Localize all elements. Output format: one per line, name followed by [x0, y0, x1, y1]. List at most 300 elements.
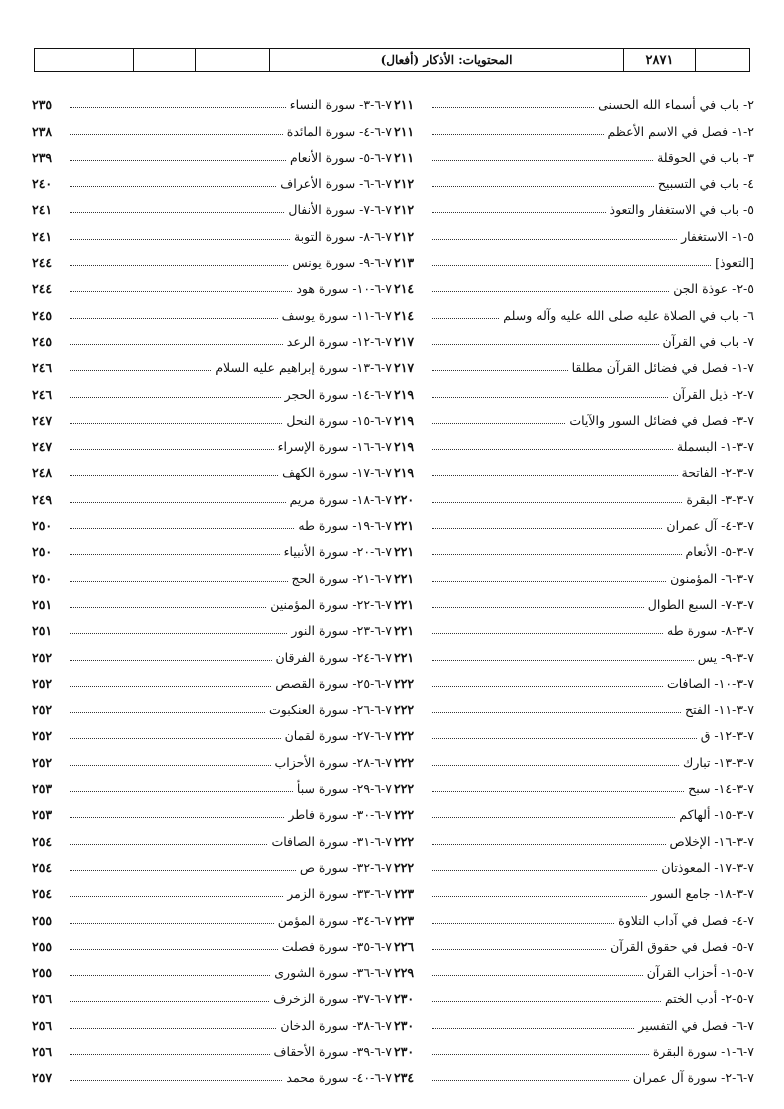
toc-entry: [394, 244, 754, 270]
toc-entry-page: ٢٢٦: [394, 938, 415, 954]
dot-leader: [70, 738, 281, 739]
dot-leader: [432, 528, 662, 529]
toc-entry-page: ٢٢٣: [394, 912, 415, 928]
dot-leader: [70, 449, 274, 450]
toc-entry-label: [التعوذ]: [715, 255, 754, 271]
header-cell-blank: [695, 49, 749, 71]
toc-entry-label: ٥- باب في الاستغفار والتعوذ: [609, 202, 754, 218]
dot-leader: [432, 134, 604, 135]
toc-entry-page: ٢٢١: [394, 623, 415, 639]
toc-entry: [394, 139, 754, 165]
toc-entry-label: ٧-٣-٣- البقرة: [686, 491, 754, 507]
dot-leader: [70, 344, 283, 345]
toc-entry-page: ٢٤٩: [32, 491, 53, 507]
header-title: المحتويات: الأذكار (أفعال): [269, 49, 623, 71]
toc-entry-label: ٧-٦-٣٠- سورة فاطر: [288, 807, 392, 823]
toc-entry-label: ٥-٢- عوذة الجن: [673, 281, 754, 297]
toc-entry-page: ٢٣٠: [394, 1043, 415, 1059]
toc-entry-label: ٧-٣-١٥- ألهاكم: [679, 807, 754, 823]
toc-entry-page: ٢٥٤: [32, 833, 53, 849]
toc-entry-label: ٧-٦-٢٥- سورة القصص: [275, 675, 392, 691]
toc-entry: [32, 139, 392, 165]
toc-entry-label: ٧-٦-١١- سورة يوسف: [281, 307, 392, 323]
toc-entry: [32, 270, 392, 296]
toc-entry: [394, 928, 754, 954]
toc-entry-page: ٢٣٤: [394, 1070, 415, 1086]
toc-entry-page: ٢٤١: [32, 202, 53, 218]
dot-leader: [432, 870, 657, 871]
toc-entry: [32, 480, 392, 506]
dot-leader: [432, 475, 678, 476]
toc-column-right: [394, 86, 754, 1085]
toc-entry: [394, 1033, 754, 1059]
dot-leader: [70, 660, 272, 661]
toc-entry-label: ٧-٦-٧- سورة الأنفال: [288, 202, 392, 218]
toc-entry-page: ٢٢٢: [394, 807, 415, 823]
dot-leader: [432, 844, 666, 845]
dot-leader: [70, 265, 288, 266]
toc-entry-label: ٧-٣-١٣- تبارك: [683, 754, 754, 770]
toc-entry: [32, 217, 392, 243]
toc-entry: [32, 296, 392, 322]
toc-entry: [394, 954, 754, 980]
toc-entry-page: ٢٢١: [394, 544, 415, 560]
toc-entry-page: ٢١٩: [394, 386, 415, 402]
toc-column-left: [32, 86, 392, 1085]
toc-entry: [394, 717, 754, 743]
toc-entry: [394, 1006, 754, 1032]
toc-entry-page: ٢٢٢: [394, 859, 415, 875]
toc-entry-page: ٢٣٠: [394, 1017, 415, 1033]
toc-entry: [394, 349, 754, 375]
toc-entry-label: ٧-٦-١٥- سورة النحل: [286, 412, 392, 428]
dot-leader: [70, 554, 280, 555]
toc-entry: [32, 375, 392, 401]
dot-leader: [70, 949, 278, 950]
toc-entry-page: ٢٥٧: [32, 1070, 53, 1086]
toc-entry: [394, 980, 754, 1006]
toc-entry: [32, 849, 392, 875]
toc-entry-page: ٢٥٤: [32, 886, 53, 902]
toc-entry-page: ٢٢٢: [394, 754, 415, 770]
toc-entry: [394, 533, 754, 559]
toc-entry-label: ٧-٦-٢٠- سورة الأنبياء: [283, 544, 392, 560]
toc-entry-label: ٧-٦-٢٣- سورة النور: [291, 623, 392, 639]
toc-entry-page: ٢٢٢: [394, 833, 415, 849]
toc-entry: [394, 86, 754, 112]
toc-entry-label: ٤- باب في التسبيح: [657, 176, 754, 192]
toc-entry-page: ٢٢١: [394, 596, 415, 612]
toc-entry: [394, 691, 754, 717]
dot-leader: [70, 712, 265, 713]
toc-entry-page: ٢١٤: [394, 281, 415, 297]
dot-leader: [432, 344, 659, 345]
toc-entry: [32, 928, 392, 954]
toc-entry-label: ٧-٤- فصل في آداب التلاوة: [618, 912, 754, 928]
dot-leader: [70, 134, 283, 135]
toc-entry-label: ٧-٦-٣٩- سورة الأحقاف: [273, 1043, 392, 1059]
toc-entry-label: ٧-٦-٤- سورة المائدة: [286, 123, 392, 139]
toc-entry-page: ٢٥٦: [32, 1017, 53, 1033]
toc-entry-label: ٧-١- فصل في فضائل القرآن مطلقا: [571, 360, 754, 376]
toc-entry-label: ٧-٣-٤- آل عمران: [666, 518, 754, 534]
toc-entry-page: ٢٥١: [32, 596, 53, 612]
toc-entry: [394, 612, 754, 638]
toc-entry-label: ٧-٦-٣- سورة النساء: [289, 97, 392, 113]
dot-leader: [70, 1054, 270, 1055]
toc-entry-page: ٢٥٥: [32, 912, 53, 928]
toc-entry-page: ٢٤٤: [32, 255, 53, 271]
toc-entry-label: ٦- باب في الصلاة عليه صلى الله عليه وآله وسلم: [503, 307, 754, 323]
dot-leader: [432, 791, 684, 792]
dot-leader: [70, 423, 282, 424]
toc-entry-label: ٢- باب في أسماء الله الحسنى: [598, 97, 754, 113]
dot-leader: [70, 844, 267, 845]
toc-entry-label: ٧-٣- فصل في فضائل السور والآيات: [569, 412, 754, 428]
toc-entry: [394, 849, 754, 875]
toc-entry-label: ٧-٦-٦- سورة الأعراف: [280, 176, 392, 192]
toc-entry-label: ٧-٦-٣٨- سورة الدخان: [280, 1017, 392, 1033]
toc-entry-label: ٧-٣-١- البسملة: [676, 439, 754, 455]
toc-entry-label: ٧-٦-٣٧- سورة الزخرف: [273, 991, 392, 1007]
toc-entry-page: ٢١١: [394, 149, 415, 165]
toc-entry: [394, 402, 754, 428]
dot-leader: [70, 817, 284, 818]
toc-entry-label: ٧-٣-١٧- المعوذتان: [661, 859, 754, 875]
toc-entry-label: ٧-٦-٢١- سورة الحج: [291, 570, 392, 586]
toc-entry-label: ٧-٢- ذيل القرآن: [672, 386, 754, 402]
toc-entry-page: ٢٥٥: [32, 965, 53, 981]
toc-entry: [394, 586, 754, 612]
toc-entry-page: ٢٥٤: [32, 859, 53, 875]
toc-entry-label: ٧-٣-١١- الفتح: [685, 702, 754, 718]
toc-entry: [32, 1059, 392, 1085]
toc-entry: [32, 1006, 392, 1032]
toc-entry: [32, 796, 392, 822]
toc-entry-label: ٧-٦-٣١- سورة الصافات: [271, 833, 392, 849]
dot-leader: [432, 554, 682, 555]
toc-entry-page: ٢١٣: [394, 255, 415, 271]
toc-entry: [394, 559, 754, 585]
toc-entry: [32, 402, 392, 428]
dot-leader: [70, 870, 296, 871]
toc-entry-page: ٢٢٢: [394, 675, 415, 691]
dot-leader: [70, 1080, 282, 1081]
toc-entry-page: ٢١٩: [394, 465, 415, 481]
toc-entry-page: ٢١٩: [394, 439, 415, 455]
toc-entry-page: ٢٥٦: [32, 1043, 53, 1059]
dot-leader: [70, 107, 286, 108]
toc-entry-label: ٧-٣-١٦- الإخلاص: [669, 833, 754, 849]
header-cell-blank: [133, 49, 195, 71]
toc-entry-page: ٢٤٥: [32, 307, 53, 323]
toc-entry: [32, 86, 392, 112]
toc-entry: [32, 1033, 392, 1059]
toc-entry-page: ٢٥٠: [32, 544, 53, 560]
toc-entry-page: ٢١٤: [394, 307, 415, 323]
dot-leader: [70, 633, 287, 634]
toc-entry-page: ٢٥٢: [32, 754, 53, 770]
toc-entry: [394, 796, 754, 822]
dot-leader: [70, 686, 271, 687]
toc-entry: [394, 217, 754, 243]
toc-entry-label: ٧-٣-٧- السبع الطوال: [647, 596, 754, 612]
toc-entry-label: ٧-٦-١٧- سورة الكهف: [282, 465, 392, 481]
toc-entry: [394, 822, 754, 848]
toc-entry: [394, 770, 754, 796]
dot-leader: [432, 239, 677, 240]
toc-entry-label: ٧-٦-١٩- سورة طه: [298, 518, 392, 534]
toc-entry: [32, 691, 392, 717]
dot-leader: [70, 370, 211, 371]
toc-entry-label: ٧-٣-٦- المؤمنون: [670, 570, 754, 586]
dot-leader: [432, 291, 669, 292]
toc-entry-page: ٢٢٩: [394, 965, 415, 981]
toc-entry: [32, 349, 392, 375]
toc-entry: [394, 638, 754, 664]
dot-leader: [432, 765, 679, 766]
dot-leader: [432, 923, 614, 924]
toc-entry-label: ٧-٦-٨- سورة التوبة: [293, 228, 392, 244]
toc-entry-label: ٧-٣-٢- الفاتحة: [681, 465, 754, 481]
page-header: [34, 48, 750, 72]
toc-entry: [394, 454, 754, 480]
toc-entry-page: ٢١٧: [394, 360, 415, 376]
toc-entry: [32, 559, 392, 585]
toc-entry: [394, 191, 754, 217]
toc-entry-label: ٧-٦-٢٧- سورة لقمان: [284, 728, 392, 744]
toc-entry-label: ٥-١- الاستغفار: [681, 228, 754, 244]
toc-entry: [32, 875, 392, 901]
toc-entry-page: ٢٢٢: [394, 781, 415, 797]
toc-entry-page: ٢٤٧: [32, 439, 53, 455]
toc-entry-page: ٢٥٢: [32, 675, 53, 691]
dot-leader: [70, 239, 290, 240]
dot-leader: [432, 686, 663, 687]
dot-leader: [432, 660, 694, 661]
toc-entry: [32, 980, 392, 1006]
toc-entry: [32, 428, 392, 454]
dot-leader: [432, 581, 666, 582]
toc-entry: [394, 480, 754, 506]
toc-entry-label: ٧-٣-٩- يس: [697, 649, 754, 665]
dot-leader: [70, 160, 286, 161]
dot-leader: [70, 1028, 276, 1029]
toc-entry-page: ٢٤٥: [32, 333, 53, 349]
toc-entry-page: ٢٣٠: [394, 991, 415, 1007]
toc-entry: [394, 296, 754, 322]
toc-entry-page: ٢٤١: [32, 228, 53, 244]
toc-entry-page: ٢٥١: [32, 623, 53, 639]
toc-entry-page: ٢٥٣: [32, 807, 53, 823]
dot-leader: [70, 607, 266, 608]
dot-leader: [432, 738, 697, 739]
toc-entry-page: ٢٥٠: [32, 518, 53, 534]
toc-entry-page: ٢٢١: [394, 570, 415, 586]
dot-leader: [432, 1028, 634, 1029]
toc-entry-page: ٢٥٦: [32, 991, 53, 1007]
toc-entry-label: ٧-٣-١٨- جامع السور: [650, 886, 754, 902]
toc-entry-label: ٧-٦-٣٣- سورة الزمر: [287, 886, 392, 902]
toc-entry-page: ٢٤٦: [32, 360, 53, 376]
toc-entry: [32, 638, 392, 664]
toc-entry: [394, 323, 754, 349]
dot-leader: [70, 581, 288, 582]
toc-entry-page: ٢٢١: [394, 649, 415, 665]
toc-entry: [394, 428, 754, 454]
toc-entry-label: ٧-٦-٣٥- سورة فصلت: [281, 938, 392, 954]
toc-entry-page: ٢٢١: [394, 518, 415, 534]
toc-entry-page: ٢٢٢: [394, 702, 415, 718]
toc-entry-label: ٧-٦-٥- سورة الأنعام: [290, 149, 392, 165]
toc-entry-label: ٧-٦-١٣- سورة إبراهيم عليه السلام: [215, 360, 392, 376]
toc-entry-page: ٢١١: [394, 123, 415, 139]
toc-entry-label: ٧-٣-١٢- ق: [700, 728, 754, 744]
dot-leader: [432, 633, 663, 634]
dot-leader: [70, 186, 276, 187]
dot-leader: [432, 607, 644, 608]
toc-entry-page: ٢٥٣: [32, 781, 53, 797]
toc-entry-label: ٧-٦-١- سورة البقرة: [652, 1043, 754, 1059]
toc-entry: [394, 665, 754, 691]
dot-leader: [432, 265, 711, 266]
toc-entry: [32, 717, 392, 743]
toc-entry-label: ٧-٦-١٢- سورة الرعد: [286, 333, 392, 349]
toc-entry-page: ٢٤٧: [32, 412, 53, 428]
toc-entry-page: ٢٢٣: [394, 886, 415, 902]
toc-entry-page: ٢١٢: [394, 228, 415, 244]
toc-entry-page: ٢٣٨: [32, 123, 53, 139]
toc-entry-page: ٢٥٢: [32, 649, 53, 665]
toc-entry-label: ٧-٣-١٤- سبح: [688, 781, 754, 797]
toc-entry-page: ٢٥٥: [32, 938, 53, 954]
toc-entry-label: ٧-٦- فصل في التفسير: [638, 1017, 754, 1033]
dot-leader: [432, 712, 681, 713]
toc-entry: [32, 586, 392, 612]
toc-entry: [32, 901, 392, 927]
dot-leader: [70, 1001, 269, 1002]
toc-entry-label: ٧-٦-١٠- سورة هود: [296, 281, 392, 297]
toc-entry: [32, 533, 392, 559]
dot-leader: [70, 528, 294, 529]
dot-leader: [432, 975, 643, 976]
toc-entry-page: ٢٥٢: [32, 702, 53, 718]
dot-leader: [432, 212, 606, 213]
dot-leader: [70, 923, 274, 924]
toc-entry-label: ٧- باب في القرآن: [662, 333, 754, 349]
toc-entry-label: ٧-٦-٢- سورة آل عمران: [632, 1070, 754, 1086]
toc-entry: [394, 1059, 754, 1085]
toc-entry: [32, 612, 392, 638]
toc-entry: [394, 875, 754, 901]
dot-leader: [432, 449, 673, 450]
toc-entry-page: ٢٥٠: [32, 570, 53, 586]
toc-entry-label: ٧-٦-١٨- سورة مريم: [289, 491, 392, 507]
dot-leader: [432, 817, 675, 818]
toc-entry-label: ٣- باب في الحوقلة: [657, 149, 754, 165]
toc-entry-label: ٧-٦-١٤- سورة الحجر: [284, 386, 392, 402]
toc-entry-page: ٢١٧: [394, 333, 415, 349]
dot-leader: [70, 291, 292, 292]
toc-entry-page: ٢١١: [394, 97, 415, 113]
dot-leader: [70, 502, 286, 503]
dot-leader: [432, 502, 682, 503]
toc-entry: [394, 901, 754, 927]
toc-entry-page: ٢٣٥: [32, 97, 53, 113]
toc-entry: [32, 954, 392, 980]
toc-entry: [32, 507, 392, 533]
dot-leader: [432, 186, 654, 187]
toc-entry: [32, 743, 392, 769]
toc-entry-label: ٢-١- فصل في الاسم الأعظم: [607, 123, 754, 139]
toc-entry-label: ٧-٥- فصل في حقوق القرآن: [610, 938, 754, 954]
dot-leader: [432, 423, 565, 424]
dot-leader: [432, 1001, 661, 1002]
toc-entry-label: ٧-٦-٤٠- سورة محمد: [286, 1070, 392, 1086]
toc-entry-page: ٢٢٠: [394, 491, 415, 507]
dot-leader: [70, 475, 278, 476]
dot-leader: [432, 949, 606, 950]
toc-entry-label: ٧-٥-١- أحزاب القرآن: [646, 965, 754, 981]
toc-entry-label: ٧-٦-٣٤- سورة المؤمن: [277, 912, 392, 928]
toc-entry: [32, 454, 392, 480]
toc-entry: [32, 112, 392, 138]
toc-entry-label: ٧-٦-٢٢- سورة المؤمنين: [270, 596, 392, 612]
toc-entry: [394, 507, 754, 533]
toc-entry-page: ٢٣٩: [32, 149, 53, 165]
toc-entry: [32, 244, 392, 270]
toc-entry-label: ٧-٦-٢٤- سورة الفرقان: [275, 649, 392, 665]
toc-entry: [394, 743, 754, 769]
toc-entry: [32, 822, 392, 848]
toc-entry-page: ٢٤٦: [32, 386, 53, 402]
toc-entry-page: ٢٥٢: [32, 728, 53, 744]
toc-entry-label: ٧-٣-٨- سورة طه: [667, 623, 754, 639]
toc-entry-label: ٧-٣-٥- الأنعام: [685, 544, 754, 560]
toc-entry: [32, 191, 392, 217]
dot-leader: [70, 397, 281, 398]
toc-entry-page: ٢١٢: [394, 176, 415, 192]
toc-entry-label: ٧-٥-٢- أدب الختم: [664, 991, 754, 1007]
header-page-number: ٢٨٧١: [623, 49, 695, 71]
dot-leader: [432, 896, 647, 897]
toc-entry: [394, 112, 754, 138]
dot-leader: [70, 212, 284, 213]
toc-entry-page: ٢١٢: [394, 202, 415, 218]
dot-leader: [70, 791, 293, 792]
dot-leader: [432, 397, 668, 398]
dot-leader: [70, 765, 271, 766]
toc-entry-label: ٧-٦-٢٨- سورة الأحزاب: [274, 754, 392, 770]
toc-entry: [394, 165, 754, 191]
dot-leader: [432, 370, 568, 371]
toc-entry: [32, 165, 392, 191]
dot-leader: [432, 1054, 649, 1055]
dot-leader: [70, 896, 283, 897]
toc-entry-page: ٢٢٢: [394, 728, 415, 744]
toc-entry-page: ٢٤٤: [32, 281, 53, 297]
dot-leader: [432, 160, 653, 161]
toc-entry-label: ٧-٣-١٠- الصافات: [666, 675, 754, 691]
dot-leader: [70, 975, 270, 976]
toc-entry: [394, 270, 754, 296]
toc-entry-label: ٧-٦-١٦- سورة الإسراء: [277, 439, 392, 455]
toc-entry-label: ٧-٦-٩- سورة يونس: [292, 255, 392, 271]
toc-entry-page: ٢٤٨: [32, 465, 53, 481]
toc-entry-page: ٢١٩: [394, 412, 415, 428]
toc-entry: [394, 375, 754, 401]
toc-entry: [32, 770, 392, 796]
